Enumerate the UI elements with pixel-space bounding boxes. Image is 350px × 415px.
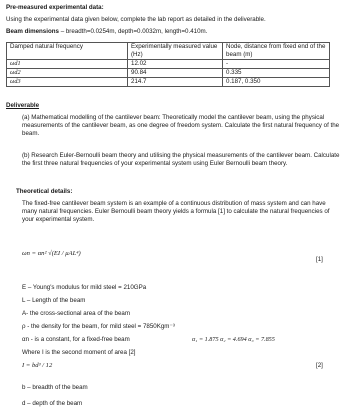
table-cell: 12.02 — [128, 59, 223, 68]
table-cell: ωd2 — [7, 68, 128, 77]
table-cell: 0.187, 0.350 — [223, 77, 330, 86]
table-cell: 0.335 — [223, 68, 330, 77]
definition-breadth: b – breadth of the beam — [22, 384, 88, 391]
deliverable-heading: Deliverable — [6, 102, 40, 109]
beam-dimensions-label: Beam dimensions — [6, 28, 59, 35]
item-a: (a) Mathematical modelling of the cantilever beam: Theoretically model the cantilever beam, using the physical measurements of the cantilever beam, as one degree of freedom system. Calculate the first natural frequency of the beam. — [22, 114, 340, 137]
frequency-table — [6, 42, 330, 87]
natural-frequency-formula: ωn = αn² √(EI / μAL⁴) — [22, 250, 81, 257]
table-row — [7, 59, 330, 68]
reference-2: [2] — [316, 362, 323, 369]
table-cell: 214.7 — [128, 77, 223, 86]
table-cell: - — [223, 59, 330, 68]
definition-length: L – Length of the beam — [22, 297, 86, 304]
definition-area: A- the cross-sectional area of the beam — [22, 310, 130, 317]
table-header-row — [7, 43, 330, 60]
beam-dimensions — [6, 28, 207, 36]
theory-text: The fixed-free cantilever beam system is an example of a continuous distribution of mass system and can have many natural frequencies. Euler Bernoulli beam theory yields a formula [1] to calculate the natural frequencies of your experimental system. — [22, 200, 330, 223]
table-cell: ωd1 — [7, 59, 128, 68]
table-cell: ωd3 — [7, 77, 128, 86]
item-b: (b) Research Euler-Bernoulli beam theory and utilising the physical measurements of the cantilever beam. Calculate the first three natural frequencies of your experimental system using Euler Bernoulli beam theory. — [22, 152, 340, 167]
definition-density: ρ - the density for the beam, for mild steel = 7850Kgm⁻³ — [22, 323, 175, 330]
alpha-values: α₁ = 1.875 α₂ = 4.694 α₃ = 7.855 — [192, 336, 275, 343]
reference-1: [1] — [316, 256, 323, 263]
table-row — [7, 68, 330, 77]
second-moment-formula: I = bd³ / 12 — [22, 362, 53, 369]
definition-depth: d – depth of the beam — [22, 400, 83, 407]
page-title: Pre-measured experimental data: — [6, 4, 104, 11]
theory-heading: Theoretical details: — [16, 188, 73, 195]
table-header: Damped natural frequency — [7, 43, 128, 60]
table-row — [7, 77, 330, 86]
table-header: Node, distance from fixed end of the beam (m) — [223, 43, 330, 60]
definition-second-moment: Where I is the second moment of area [2] — [22, 349, 136, 356]
table-header: Experimentally measured value (Hz) — [128, 43, 223, 60]
beam-dimensions-value: – breadth=0.0254m, depth=0.0032m, length=0.410m. — [58, 28, 208, 35]
definition-youngs-modulus: E – Young's modulus for mild steel = 210GPa — [22, 284, 147, 291]
definition-alpha: αn - is a constant, for a fixed-free beam — [22, 336, 130, 343]
table-cell: 90.84 — [128, 68, 223, 77]
intro-text: Using the experimental data given below, complete the lab report as detailed in the deliverable. — [6, 16, 266, 23]
